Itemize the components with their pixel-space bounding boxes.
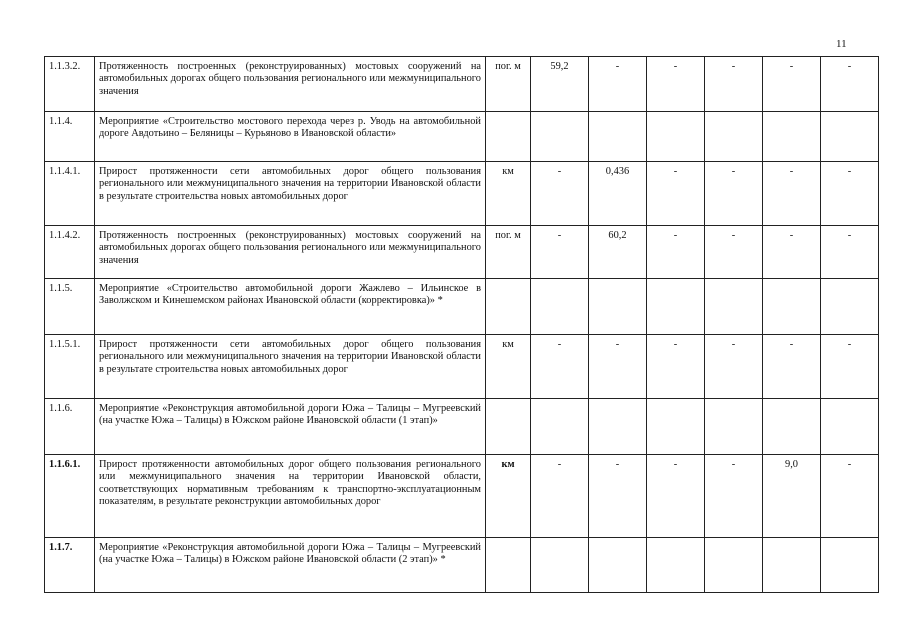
row-value-year-6: - xyxy=(821,226,879,279)
row-value-year-3: - xyxy=(647,226,705,279)
row-value-year-4: - xyxy=(705,162,763,226)
table-row xyxy=(45,335,879,399)
row-unit: км xyxy=(486,335,531,399)
page-number: 11 xyxy=(836,38,847,50)
row-value-year-4: - xyxy=(705,335,763,399)
row-value-year-1 xyxy=(531,112,589,162)
row-description: Мероприятие «Реконструкция автомобильной дороги Южа – Талицы – Мугреевский (на участке Южа – Талицы) в Южском районе Ивановской области (2 этап)» * xyxy=(95,538,486,593)
table-row xyxy=(45,279,879,335)
table-row xyxy=(45,112,879,162)
indicators-table xyxy=(44,56,879,593)
row-value-year-3 xyxy=(647,279,705,335)
row-value-year-1: - xyxy=(531,162,589,226)
row-value-year-6: - xyxy=(821,57,879,112)
row-code: 1.1.7. xyxy=(45,538,95,593)
row-value-year-5: - xyxy=(763,335,821,399)
row-unit xyxy=(486,399,531,455)
row-description: Мероприятие «Строительство автомобильной дороги Жажлево – Ильинское в Заволжском и Кинешемском районах Ивановской области (корректировка)» * xyxy=(95,279,486,335)
table-row xyxy=(45,226,879,279)
row-value-year-2: - xyxy=(589,335,647,399)
row-value-year-1 xyxy=(531,399,589,455)
table-row xyxy=(45,57,879,112)
row-unit xyxy=(486,538,531,593)
row-value-year-4 xyxy=(705,112,763,162)
row-value-year-3 xyxy=(647,538,705,593)
row-value-year-5: - xyxy=(763,162,821,226)
row-unit: км xyxy=(486,162,531,226)
row-value-year-1 xyxy=(531,279,589,335)
row-code: 1.1.5. xyxy=(45,279,95,335)
row-value-year-2: 0,436 xyxy=(589,162,647,226)
row-value-year-2: - xyxy=(589,455,647,538)
row-code: 1.1.3.2. xyxy=(45,57,95,112)
table-row xyxy=(45,399,879,455)
row-description: Мероприятие «Реконструкция автомобильной дороги Южа – Талицы – Мугреевский (на участке Южа – Талицы) в Южском районе Ивановской области (1 этап)» xyxy=(95,399,486,455)
row-code: 1.1.6.1. xyxy=(45,455,95,538)
row-description: Протяженность построенных (реконструированных) мостовых сооружений на автомобильных дорогах общего пользования регионального или межмуниципального значения xyxy=(95,226,486,279)
row-value-year-6 xyxy=(821,279,879,335)
row-value-year-1: - xyxy=(531,335,589,399)
table-body xyxy=(45,57,879,593)
row-value-year-6: - xyxy=(821,162,879,226)
row-unit: пог. м xyxy=(486,57,531,112)
row-value-year-3: - xyxy=(647,335,705,399)
row-value-year-2 xyxy=(589,279,647,335)
row-value-year-5: - xyxy=(763,57,821,112)
row-value-year-5: 9,0 xyxy=(763,455,821,538)
row-value-year-6: - xyxy=(821,335,879,399)
row-code: 1.1.6. xyxy=(45,399,95,455)
row-value-year-3: - xyxy=(647,455,705,538)
row-unit xyxy=(486,112,531,162)
table-row xyxy=(45,455,879,538)
row-code: 1.1.4.1. xyxy=(45,162,95,226)
row-value-year-6: - xyxy=(821,455,879,538)
row-value-year-6 xyxy=(821,399,879,455)
table-row xyxy=(45,538,879,593)
row-unit: пог. м xyxy=(486,226,531,279)
row-value-year-2: 60,2 xyxy=(589,226,647,279)
row-value-year-5 xyxy=(763,112,821,162)
row-value-year-3 xyxy=(647,112,705,162)
row-value-year-2 xyxy=(589,112,647,162)
row-value-year-5 xyxy=(763,538,821,593)
row-value-year-4: - xyxy=(705,455,763,538)
row-value-year-1: - xyxy=(531,455,589,538)
row-value-year-1 xyxy=(531,538,589,593)
row-code: 1.1.4. xyxy=(45,112,95,162)
row-value-year-4 xyxy=(705,399,763,455)
row-description: Протяженность построенных (реконструированных) мостовых сооружений на автомобильных дорогах общего пользования регионального или межмуниципального значения xyxy=(95,57,486,112)
row-value-year-4: - xyxy=(705,226,763,279)
row-description: Мероприятие «Строительство мостового перехода через р. Уводь на автомобильной дороге Авдотьино – Беляницы – Курьяново в Ивановской области» xyxy=(95,112,486,162)
row-value-year-3 xyxy=(647,399,705,455)
row-code: 1.1.5.1. xyxy=(45,335,95,399)
row-value-year-6 xyxy=(821,538,879,593)
row-value-year-1: - xyxy=(531,226,589,279)
row-description: Прирост протяженности сети автомобильных дорог общего пользования регионального или межмуниципального значения на территории Ивановской области в результате строительства новых автомобильных дорог xyxy=(95,162,486,226)
row-value-year-2: - xyxy=(589,57,647,112)
row-value-year-3: - xyxy=(647,162,705,226)
row-description: Прирост протяженности автомобильных дорог общего пользования регионального или межмуниципального значения на территории Ивановской области, соответствующих нормативным требованиям к транспортно-эксплуатационным показателям, в результате реконструкции автомобильных дорог xyxy=(95,455,486,538)
row-value-year-4 xyxy=(705,538,763,593)
row-value-year-2 xyxy=(589,399,647,455)
row-value-year-4 xyxy=(705,279,763,335)
row-value-year-5 xyxy=(763,279,821,335)
row-value-year-6 xyxy=(821,112,879,162)
row-value-year-3: - xyxy=(647,57,705,112)
row-unit xyxy=(486,279,531,335)
row-value-year-4: - xyxy=(705,57,763,112)
row-value-year-5: - xyxy=(763,226,821,279)
row-value-year-5 xyxy=(763,399,821,455)
row-description: Прирост протяженности сети автомобильных дорог общего пользования регионального или межмуниципального значения на территории Ивановской области в результате строительства новых автомобильных дорог xyxy=(95,335,486,399)
row-code: 1.1.4.2. xyxy=(45,226,95,279)
row-unit: км xyxy=(486,455,531,538)
row-value-year-2 xyxy=(589,538,647,593)
row-value-year-1: 59,2 xyxy=(531,57,589,112)
table-row xyxy=(45,162,879,226)
